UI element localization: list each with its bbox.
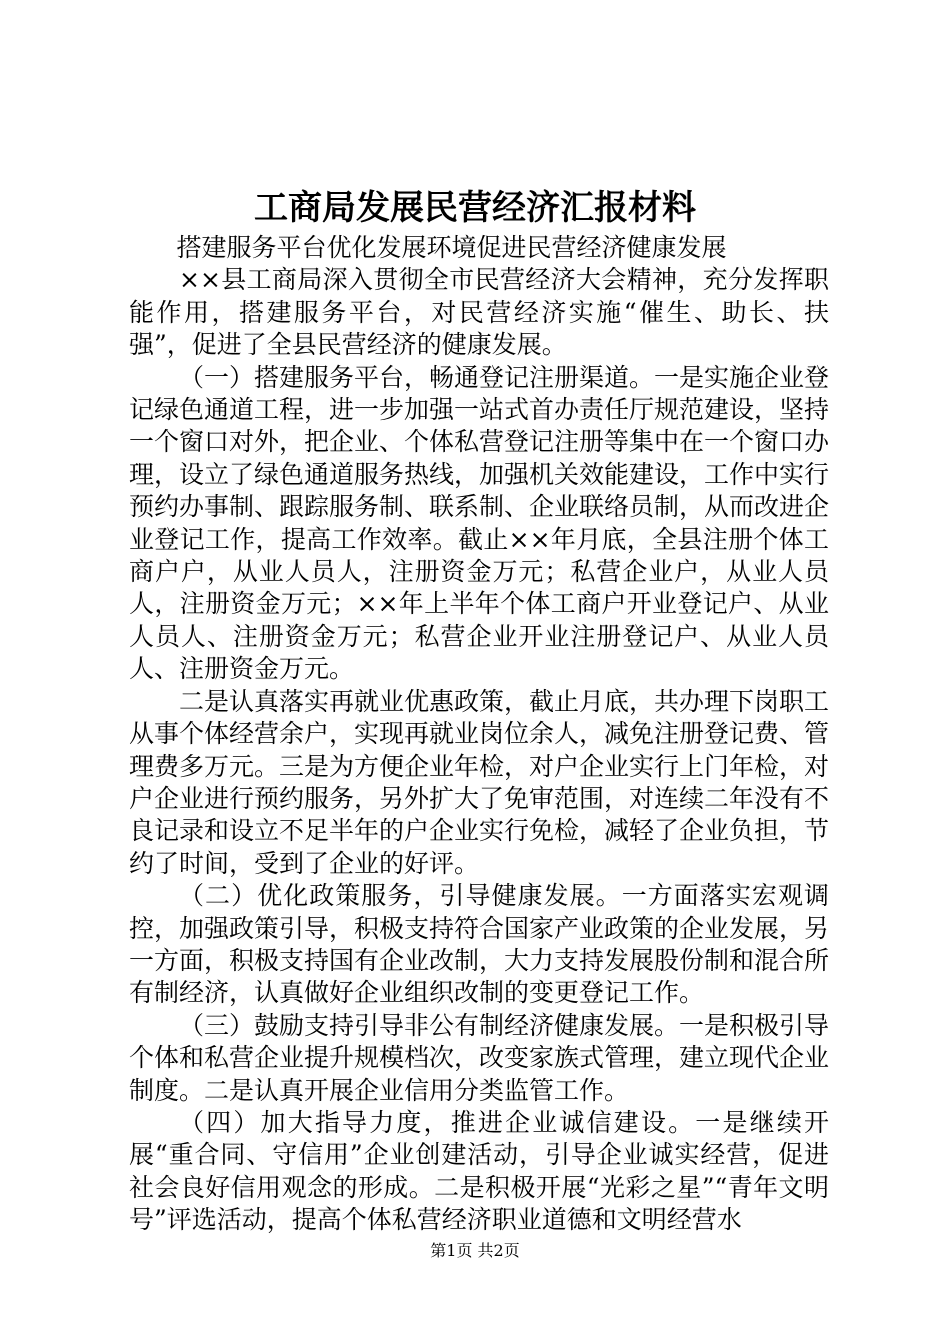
document-subtitle: 搭建服务平台优化发展环境促进民营经济健康发展 (176, 233, 727, 262)
paragraph-section-3: （三）鼓励支持引导非公有制经济健康发展。一是积极引导个体和私营企业提升规模档次，改变家族式管理，建立现代企业制度。二是认真开展企业信用分类监管工作。 (129, 1010, 830, 1105)
paragraph-section-2: （二）优化政策服务，引导健康发展。一方面落实宏观调控，加强政策引导，积极支持符合国家产业政策的企业发展，另一方面，积极支持国有企业改制，大力支持发展股份制和混合所有制经济，认真做好企业组织改制的变更登记工作。 (129, 881, 830, 1008)
paragraph-intro: ××县工商局深入贯彻全市民营经济大会精神，充分发挥职能作用，搭建服务平台，对民营经济实施“催生、助长、扶强”，促进了全县民营经济的健康发展。 (129, 265, 829, 360)
document-title: 工商局发展民营经济汇报材料 (254, 188, 696, 228)
page-number-footer: 第1页 共2页 (430, 1241, 520, 1260)
paragraph-section-1-continued: 二是认真落实再就业优惠政策，截止月底，共办理下岗职工从事个体经营余户，实现再就业岗位余人，减免注册登记费、管理费多万元。三是为方便企业年检，对户企业实行上门年检，对户企业进行预约服务，另外扩大了免审范围，对连续二年没有不良记录和设立不足半年的户企业实行免检，减轻了企业负担，节约了时间，受到了企业的好评。 (129, 686, 830, 878)
document-body (129, 232, 829, 1237)
paragraph-section-1: （一）搭建服务平台，畅通登记注册渠道。一是实施企业登记绿色通道工程，进一步加强一站式首办责任厅规范建设，坚持一个窗口对外，把企业、个体私营登记注册等集中在一个窗口办理，设立了绿色通道服务热线，加强机关效能建设，工作中实行预约办事制、跟踪服务制、联系制、企业联络员制，从而改进企业登记工作，提高工作效率。截止××年月底，全县注册个体工商户户，从业人员人，注册资金万元；私营企业户，从业人员人，注册资金万元；××年上半年个体工商户开业登记户、从业人员人、注册资金万元；私营企业开业注册登记户、从业人员人、注册资金万元。 (129, 362, 830, 684)
paragraph-section-4: （四）加大指导力度，推进企业诚信建设。一是继续开展“重合同、守信用”企业创建活动，引导企业诚实经营，促进社会良好信用观念的形成。二是积极开展“光彩之星”“青年文明号”评选活动，提高个体私营经济职业道德和文明经营水 (129, 1107, 829, 1235)
